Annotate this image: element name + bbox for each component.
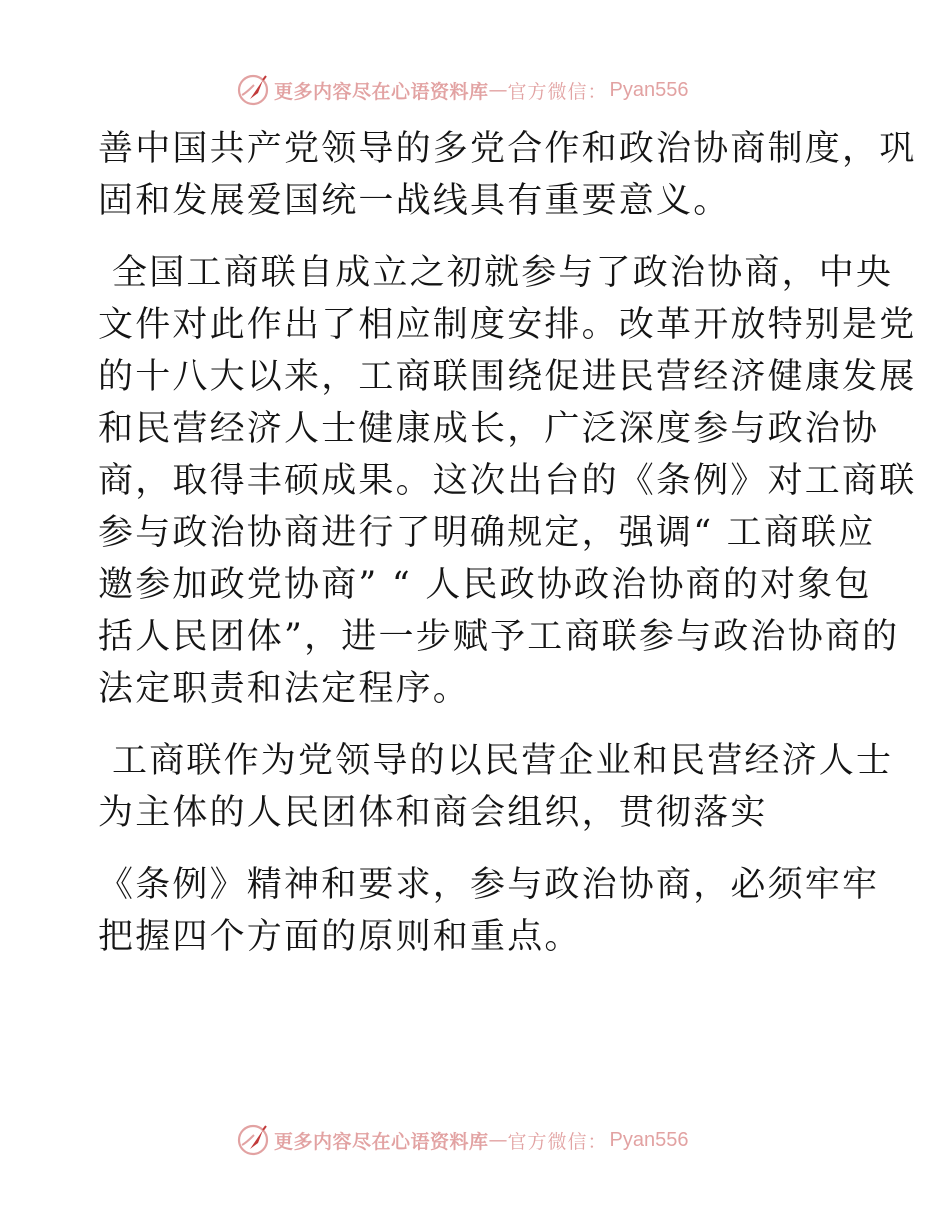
header-wechat-id: Pyan556	[609, 78, 689, 101]
text-line: 《条例》精神和要求，参与政治协商，必须牢牢	[98, 865, 880, 905]
text-line: 邀参加政党协商” “ 人民政协政治协商的对象包	[98, 565, 872, 605]
paragraph	[98, 123, 917, 227]
text-line: 括人民团体”，进一步赋予工商联参与政治协商的	[98, 617, 900, 657]
header-wechat-label: 官方微信：	[507, 80, 608, 103]
text-line: 把握四个方面的原则和重点。	[98, 917, 582, 957]
header-separator: —	[488, 79, 508, 101]
text-line: 工商联作为党领导的以民营企业和民营经济人士	[112, 741, 894, 781]
text-line: 商，取得丰硕成果。这次出台的《条例》对工商联	[98, 461, 917, 501]
quill-logo-icon	[236, 1123, 270, 1157]
text-line: 固和发展爱国统一战线具有重要意义。	[98, 181, 731, 221]
text-line: 文件对此作出了相应制度安排。改革开放特别是党	[98, 305, 917, 345]
text-line: 参与政治协商进行了明确规定，强调“ 工商联应	[98, 513, 876, 553]
paragraph	[98, 735, 894, 839]
quill-logo-icon	[236, 73, 270, 107]
text-line: 全国工商联自成立之初就参与了政治协商，中央	[112, 253, 894, 293]
text-line: 法定职责和法定程序。	[98, 669, 471, 709]
footer-wechat-label: 官方微信：	[507, 1130, 608, 1153]
text-line: 为主体的人民团体和商会组织，贯彻落实	[98, 793, 768, 833]
footer-watermark	[236, 1120, 689, 1160]
body-text	[98, 123, 917, 963]
text-line: 善中国共产党领导的多党合作和政治协商制度，巩	[98, 129, 917, 169]
header-watermark	[236, 70, 689, 110]
footer-separator: —	[488, 1129, 508, 1151]
text-line: 的十八大以来，工商联围绕促进民营经济健康发展	[98, 357, 917, 397]
header-site-text: 更多内容尽在心语资料库	[274, 80, 489, 103]
paragraph	[98, 247, 917, 715]
text-line: 和民营经济人士健康成长，广泛深度参与政治协	[98, 409, 880, 449]
footer-site-text: 更多内容尽在心语资料库	[274, 1130, 489, 1153]
footer-wechat-id: Pyan556	[609, 1128, 689, 1151]
paragraph	[98, 859, 880, 963]
